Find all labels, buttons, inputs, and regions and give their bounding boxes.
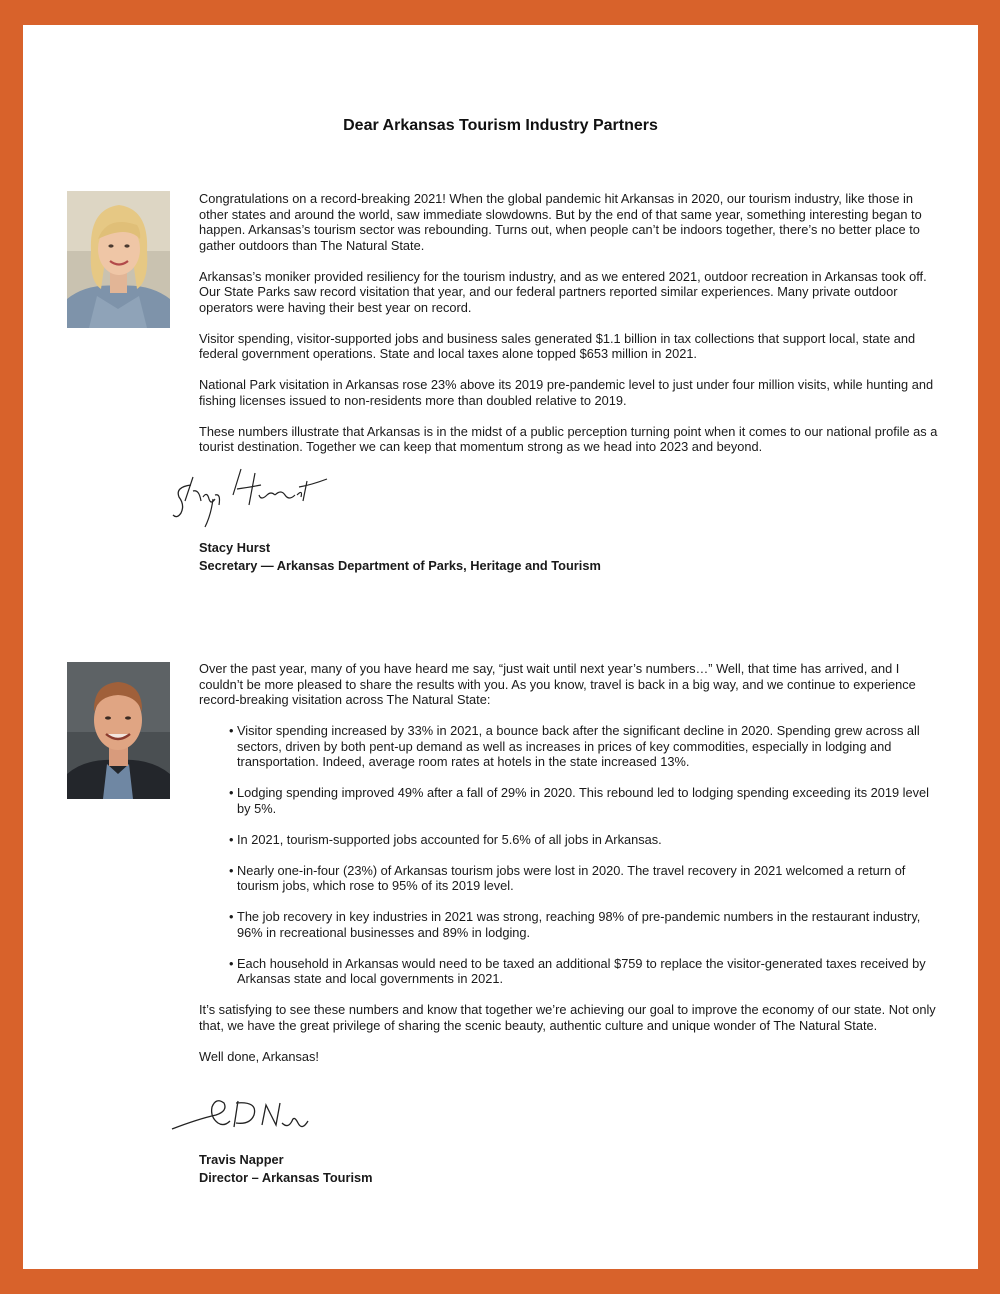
signer-name: Stacy Hurst (199, 540, 271, 555)
letter-page (23, 25, 978, 1269)
letter2-closing: It’s satisfying to see these numbers and know that together we’re achieving our goal to improve the economy of our state. Not only that, we have the great privilege of sharing the scenic beauty, authentic culture and unique wonder of The Natural State. (199, 1002, 936, 1033)
letter1-paragraph: These numbers illustrate that Arkansas is in the midst of a public perception turning point when it comes to our national profile as a tourist destination. Together we can keep that momentum strong as we head into 2023 and beyond. (199, 423, 938, 454)
portrait-photo-woman (67, 191, 170, 328)
letter2-body (199, 661, 944, 1080)
letter-title: Dear Arkansas Tourism Industry Partners (343, 117, 658, 134)
list-item: • Visitor spending increased by 33% in 2021, a bounce back after the significant decline in 2020. Spending grew across all sectors, driven by both pent-up demand as well as increases in prices of key commodities, especially in lodging and transportation. Indeed, average room rates at hotels in the state increased 13%. (229, 723, 944, 770)
letter1-body (199, 191, 944, 470)
letter1-signer (199, 539, 601, 575)
letter2-sign-off: Well done, Arkansas! (199, 1048, 319, 1064)
letter1-paragraph: Visitor spending, visitor-supported jobs and business sales generated $1.1 billion in tax collections that support local, state and federal government operations. State and local taxes alone topped $653 million in 2021. (199, 330, 916, 361)
list-item: • In 2021, tourism-supported jobs accounted for 5.6% of all jobs in Arkansas. (229, 832, 944, 848)
letter2-intro: Over the past year, many of you have heard me say, “just wait until next year’s numbers…” Well, that time has arrived, and I couldn’t be more pleased to share the results with you. As you know, travel is back in a big way, and we continue to experience record-breaking visitation across The Natural State: (199, 661, 916, 707)
signer-title: Director – Arkansas Tourism (199, 1170, 373, 1185)
statistics-list (199, 723, 944, 987)
list-item: • Nearly one-in-four (23%) of Arkansas tourism jobs were lost in 2020. The travel recovery in 2021 welcomed a return of tourism jobs, which rose to 95% of its 2019 level. (229, 863, 944, 894)
letter1-paragraph: Congratulations on a record-breaking 2021! When the global pandemic hit Arkansas in 2020, our tourism industry, like those in other states and around the world, saw immediate slowdowns. But by the end of that same year, something interesting began to happen. Arkansas’s tourism sector was rebounding. Turns out, when people can’t be indoors together, there’s no better place to gather outdoors than The Natural State. (199, 191, 922, 253)
signature-travis-napper (168, 1093, 338, 1145)
signature-stacy-hurst (171, 465, 341, 537)
letter1-paragraph: National Park visitation in Arkansas rose 23% above its 2019 pre-pandemic level to just under four million visits, while hunting and fishing licenses issued to non-residents more than doubled relative to 2019. (199, 377, 934, 408)
letter1-paragraph: Arkansas’s moniker provided resiliency for the tourism industry, and as we entered 2021, outdoor recreation in Arkansas took off. Our State Parks saw record visitation that year, and our federal partners reported similar experiences. Many private outdoor operators were having their best year on record. (199, 268, 927, 315)
signer-title: Secretary — Arkansas Department of Parks, Heritage and Tourism (199, 558, 601, 573)
list-item: • The job recovery in key industries in 2021 was strong, reaching 98% of pre-pandemic numbers in the restaurant industry, 96% in recreational businesses and 89% in lodging. (229, 909, 944, 940)
signer-name: Travis Napper (199, 1152, 284, 1167)
list-item: • Each household in Arkansas would need to be taxed an additional $759 to replace the visitor-generated taxes received by Arkansas state and local governments in 2021. (229, 956, 944, 987)
list-item: • Lodging spending improved 49% after a fall of 29% in 2020. This rebound led to lodging spending exceeding its 2019 level by 5%. (229, 785, 944, 816)
portrait-photo-man (67, 662, 170, 799)
letter2-signer (199, 1151, 373, 1187)
